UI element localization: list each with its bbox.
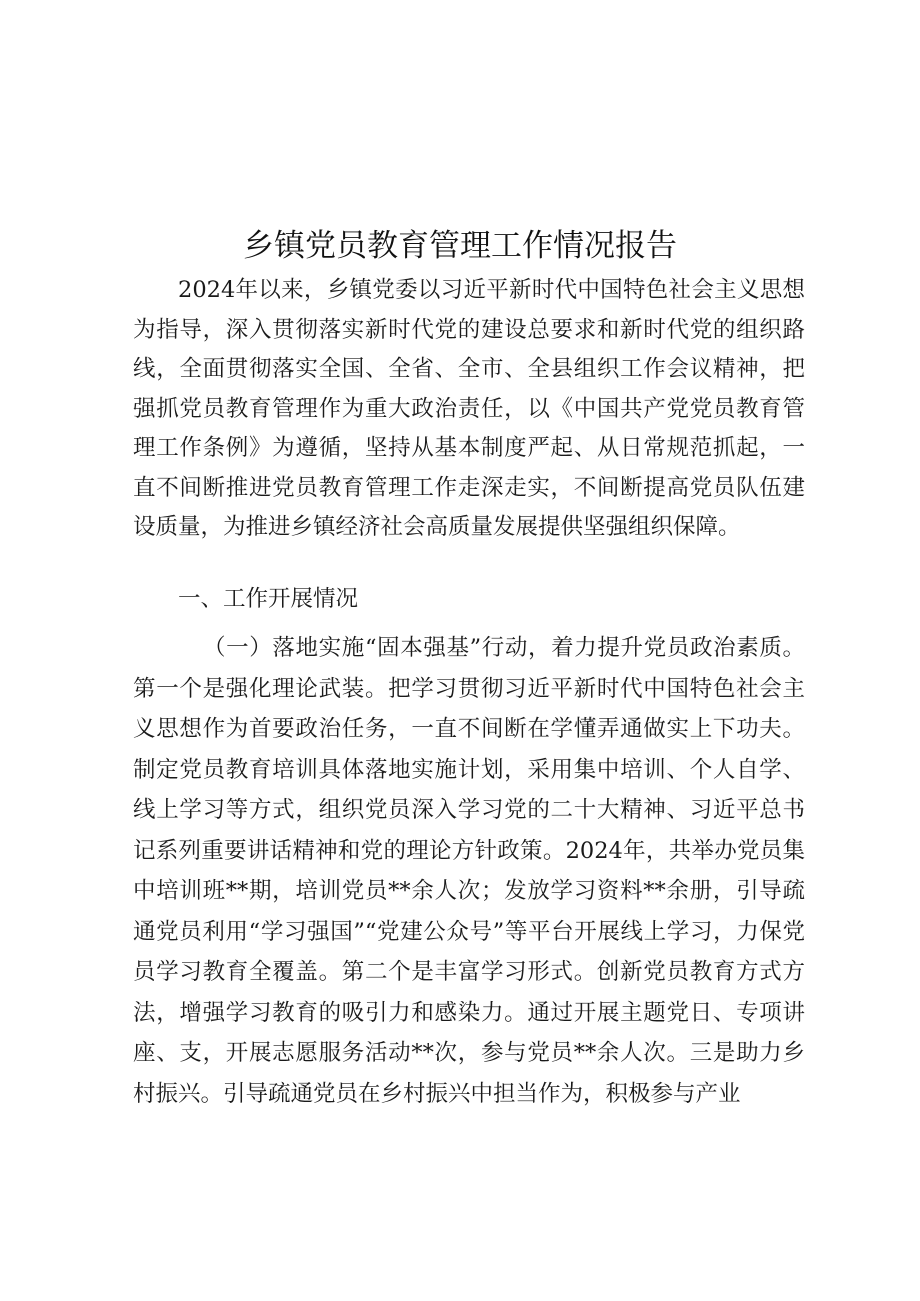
intro-paragraph: 2024年以来，乡镇党委以习近平新时代中国特色社会主义思想为指导，深入贯彻落实新时代党的建设总要求和新时代党的组织路线，全面贯彻落实全国、全省、全市、全县组织工作会议精神，把强抓党员教育管理作为重大政治责任，以《中国共产党党员教育管理工作条例》为遵循，坚持从基本制度严起、从日常规范抓起，一直不间断推进党员教育管理工作走深走实，不间断提高党员队伍建设质量，为推进乡镇经济社会高质量发展提供坚强组织保障。 [133,277,805,540]
document-title: 乡镇党员教育管理工作情况报告 [243,228,677,264]
section-heading: 一、工作开展情况 [178,586,359,612]
section-paragraph: （一）落地实施“固本强基”行动，着力提升党员政治素质。第一个是强化理论武装。把学习贯彻习近平新时代中国特色社会主义思想作为首要政治任务，一直不间断在学懂弄通做实上下功夫。制定党员教育培训具体落地实施计划，采用集中培训、个人自学、线上学习等方式，组织党员深入学习党的二十大精神、习近平总书记系列重要讲话精神和党的理论方针政策。2024年，共举办党员集中培训班**期，培训党员**余人次；发放学习资料**余册，引导疏通党员利用“学习强国”“党建公众号”等平台开展线上学习，力保党员学习教育全覆盖。第二个是丰富学习形式。创新党员教育方式方法，增强学习教育的吸引力和感染力。通过开展主题党日、专项讲座、支，开展志愿服务活动**次，参与党员**余人次。三是助力乡村振兴。引导疏通党员在乡村振兴中担当作为，积极参与产业 [133,635,805,1107]
